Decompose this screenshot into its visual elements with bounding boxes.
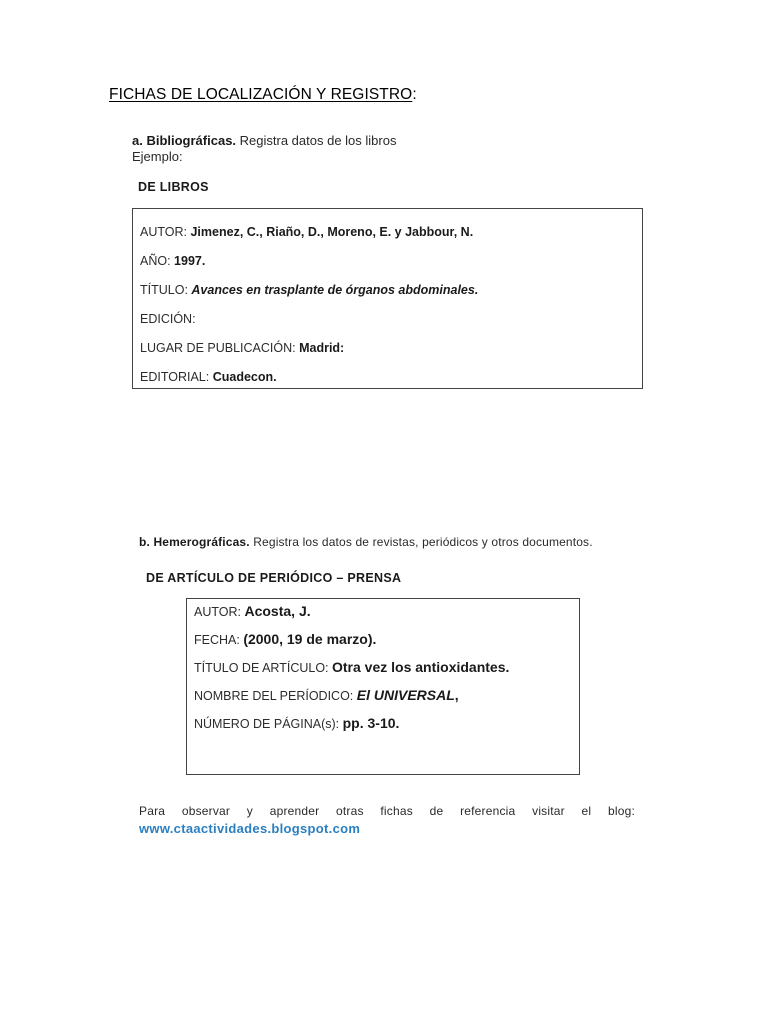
page-title <box>109 86 417 104</box>
field-label: FECHA: <box>194 633 244 647</box>
book-place-row <box>140 341 344 355</box>
field-label: EDICIÓN: <box>140 312 196 326</box>
field-label: TÍTULO: <box>140 283 192 297</box>
section-a-subheading: DE LIBROS <box>138 180 209 194</box>
field-value: Madrid: <box>299 341 345 355</box>
article-newspaper-row <box>194 687 459 703</box>
article-date-row <box>194 631 376 647</box>
book-publisher-row <box>140 370 277 384</box>
page-title-colon: : <box>412 86 417 103</box>
field-value: Jimenez, C., Riaño, D., Moreno, E. y Jabbour, N. <box>190 225 474 239</box>
field-value: Acosta, J. <box>244 603 311 619</box>
section-a-text: Registra datos de los libros <box>236 133 397 148</box>
field-value: Avances en trasplante de órganos abdominales. <box>191 283 479 297</box>
field-label: AUTOR: <box>194 605 245 619</box>
field-label: NOMBRE DEL PERÍODICO: <box>194 689 357 703</box>
section-a-example: Ejemplo: <box>132 149 183 164</box>
section-b-intro <box>139 535 593 549</box>
field-value: (2000, 19 de marzo). <box>243 631 377 647</box>
article-pages-row <box>194 715 399 731</box>
field-label: LUGAR DE PUBLICACIÓN: <box>140 341 300 355</box>
field-value: Cuadecon. <box>212 370 277 384</box>
field-label: EDITORIAL: <box>140 370 213 384</box>
field-value: 1997. <box>174 254 206 268</box>
section-b-text: Registra los datos de revistas, periódicos y otros documentos. <box>249 535 593 549</box>
field-value: Otra vez los antioxidantes. <box>332 659 510 675</box>
page-title-text: FICHAS DE LOCALIZACIÓN Y REGISTRO <box>109 86 413 103</box>
section-a-line <box>132 133 396 149</box>
field-label: TÍTULO DE ARTÍCULO: <box>194 661 332 675</box>
field-value: , <box>454 687 459 703</box>
book-record-card <box>132 208 643 389</box>
book-author-row <box>140 225 473 239</box>
section-b-subheading: DE ARTÍCULO DE PERIÓDICO – PRENSA <box>146 571 402 585</box>
book-title-row <box>140 283 478 297</box>
section-a-intro <box>132 133 396 165</box>
field-label: AÑO: <box>140 254 175 268</box>
footer-text: Para observar y aprender otras fichas de referencia visitar el blog: <box>139 804 635 818</box>
book-edition-row <box>140 312 196 326</box>
book-year-row <box>140 254 205 268</box>
newspaper-record-card <box>186 598 580 775</box>
field-label: NÚMERO DE PÁGINA(s): <box>194 717 343 731</box>
field-value-italic: El UNIVERSAL <box>356 687 455 703</box>
article-author-row <box>194 603 311 619</box>
field-label: AUTOR: <box>140 225 191 239</box>
section-b-label: b. Hemerográficas. <box>139 535 250 549</box>
field-value: pp. 3-10. <box>342 715 400 731</box>
section-a-label: a. Bibliográficas. <box>132 133 237 148</box>
article-title-row <box>194 659 509 675</box>
blog-link[interactable]: www.ctaactividades.blogspot.com <box>139 821 361 836</box>
